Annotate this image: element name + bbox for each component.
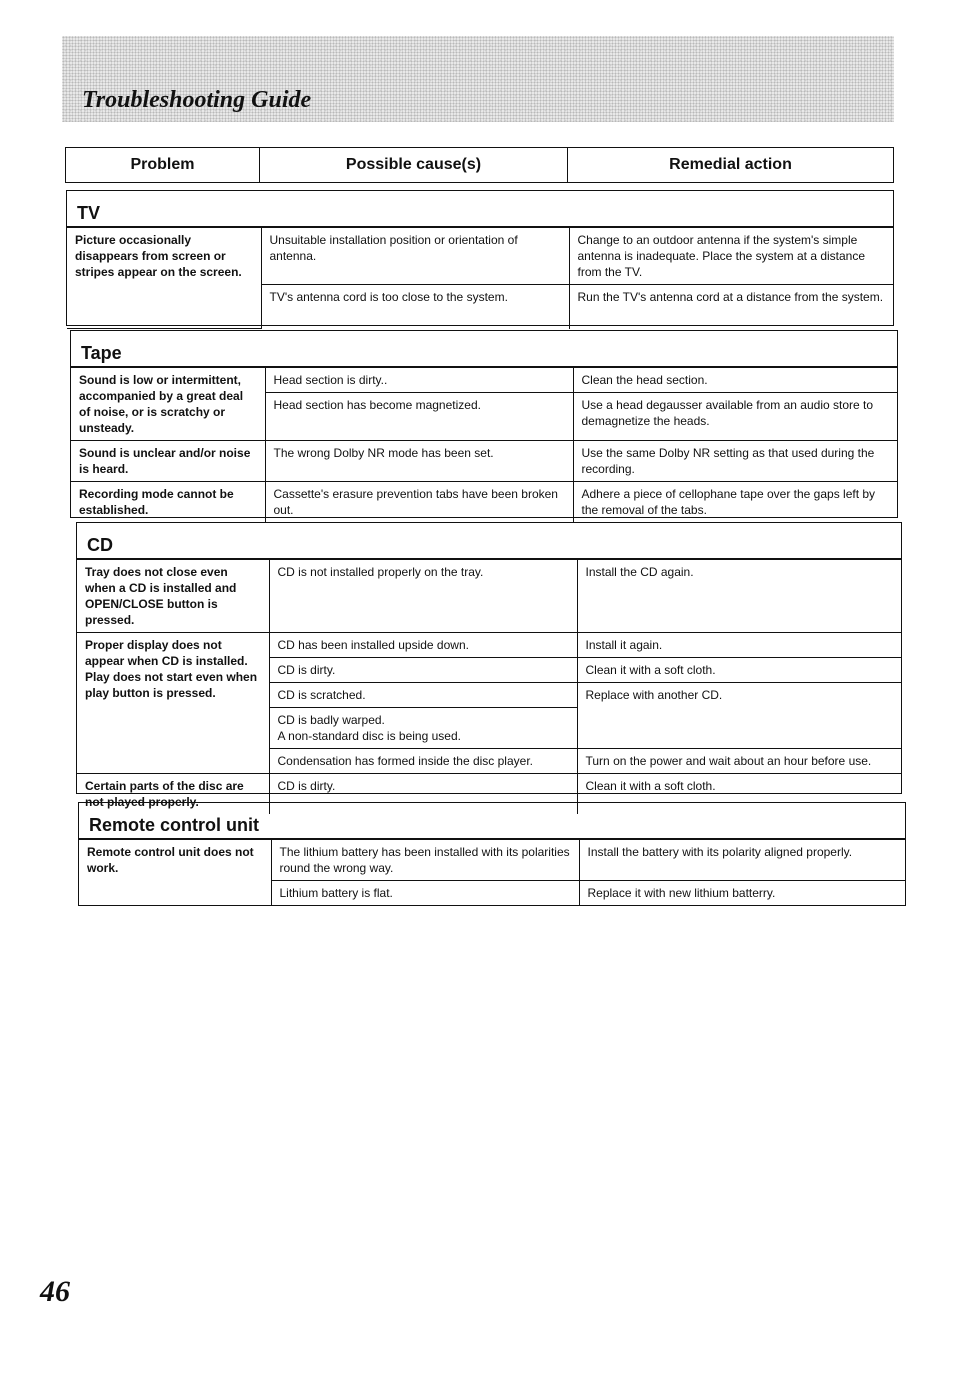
section-cd xyxy=(76,522,902,809)
tv-table xyxy=(67,227,893,329)
action-cell: Install it again. xyxy=(577,633,901,658)
cause-cell xyxy=(269,708,577,749)
action-cell: Clean the head section. xyxy=(573,368,897,393)
cause-cell: CD is scratched. xyxy=(269,683,577,708)
section-title-remote: Remote control unit xyxy=(79,803,905,839)
cause-cell: The wrong Dolby NR mode has been set. xyxy=(265,441,573,482)
cause-cell: The lithium battery has been installed with its polarities round the wrong way. xyxy=(271,840,579,881)
header-problem: Problem xyxy=(66,148,260,182)
tape-table xyxy=(71,367,897,522)
cause-cell: Condensation has formed inside the disc player. xyxy=(269,749,577,774)
action-cell: Install the CD again. xyxy=(577,560,901,633)
cause-cell: Cassette's erasure prevention tabs have been broken out. xyxy=(265,482,573,523)
action-cell: Replace with another CD. xyxy=(577,683,901,749)
cause-text: A non-standard disc is being used. xyxy=(277,729,461,743)
action-cell: Install the battery with its polarity aligned properly. xyxy=(579,840,905,881)
action-cell: Change to an outdoor antenna if the system's simple antenna is inadequate. Place the system at a distance from the TV. xyxy=(569,228,893,285)
section-tv xyxy=(66,190,894,326)
cause-cell: CD is dirty. xyxy=(269,658,577,683)
header-cause: Possible cause(s) xyxy=(260,148,568,182)
cause-cell: Lithium battery is flat. xyxy=(271,881,579,906)
action-cell: Use the same Dolby NR setting as that used during the recording. xyxy=(573,441,897,482)
action-cell: Replace it with new lithium batterry. xyxy=(579,881,905,906)
section-title-cd: CD xyxy=(77,523,901,559)
table-row xyxy=(67,228,893,285)
cause-cell: Head section is dirty.. xyxy=(265,368,573,393)
title-banner xyxy=(62,36,894,122)
action-cell: Run the TV's antenna cord at a distance from the system. xyxy=(569,285,893,329)
page-number: 46 xyxy=(40,1275,70,1308)
problem-cell: Certain parts of the disc are not played properly. xyxy=(77,774,269,815)
table-header xyxy=(65,147,894,183)
section-remote xyxy=(78,802,906,906)
table-row xyxy=(79,840,905,881)
problem-cell: Picture occasionally disappears from screen or stripes appear on the screen. xyxy=(67,228,261,329)
cause-cell: Unsuitable installation position or orientation of antenna. xyxy=(261,228,569,285)
section-title-tv: TV xyxy=(67,191,893,227)
remote-table xyxy=(79,839,905,906)
page-title: Troubleshooting Guide xyxy=(82,87,312,113)
cause-cell: CD is dirty. xyxy=(269,774,577,815)
table-row xyxy=(77,633,901,658)
action-cell: Clean it with a soft cloth. xyxy=(577,774,901,815)
cd-table xyxy=(77,559,901,814)
header-action: Remedial action xyxy=(669,156,792,173)
cause-cell: Head section has become magnetized. xyxy=(265,393,573,441)
table-row xyxy=(71,368,897,393)
section-tape xyxy=(70,330,898,518)
action-cell: Use a head degausser available from an audio store to demagnetize the heads. xyxy=(573,393,897,441)
action-cell: Adhere a piece of cellophane tape over the gaps left by the removal of the tabs. xyxy=(573,482,897,523)
cause-cell: CD has been installed upside down. xyxy=(269,633,577,658)
problem-cell: Recording mode cannot be established. xyxy=(71,482,265,523)
table-row xyxy=(77,560,901,633)
problem-cell: Sound is low or intermittent, accompanied by a great deal of noise, or is scratchy or unsteady. xyxy=(71,368,265,441)
cause-cell: CD is not installed properly on the tray. xyxy=(269,560,577,633)
problem-cell xyxy=(77,633,269,774)
problem-cell: Sound is unclear and/or noise is heard. xyxy=(71,441,265,482)
problem-text: Play does not start even when play button is pressed. xyxy=(85,670,258,700)
problem-text: Proper display does not appear when CD is installed. xyxy=(85,638,248,668)
table-row xyxy=(71,441,897,482)
problem-cell: Remote control unit does not work. xyxy=(79,840,271,906)
table-row xyxy=(71,482,897,523)
action-cell: Clean it with a soft cloth. xyxy=(577,658,901,683)
section-title-tape: Tape xyxy=(71,331,897,367)
action-cell: Turn on the power and wait about an hour before use. xyxy=(577,749,901,774)
cause-text: CD is badly warped. xyxy=(277,713,385,727)
problem-cell: Tray does not close even when a CD is installed and OPEN/CLOSE button is pressed. xyxy=(77,560,269,633)
cause-cell: TV's antenna cord is too close to the system. xyxy=(261,285,569,329)
